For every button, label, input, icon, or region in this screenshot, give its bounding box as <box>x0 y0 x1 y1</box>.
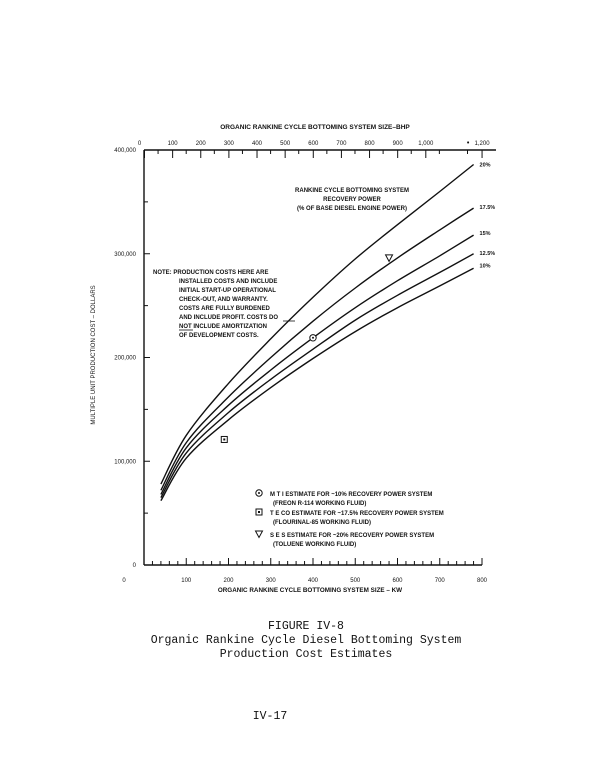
x-tick-label: 100 <box>181 578 192 584</box>
top-axis-title: ORGANIC RANKINE CYCLE BOTTOMING SYSTEM SIZE–BHP <box>220 124 410 131</box>
note-line-4: CHECK-OUT, AND WARRANTY. <box>179 297 268 303</box>
top-tick-label: 100 <box>167 141 178 147</box>
legend-entry-mti <box>256 490 433 507</box>
x-tick-label: 800 <box>476 578 488 584</box>
ses-estimate-point <box>386 255 393 262</box>
x-tick-label: 200 <box>223 578 234 584</box>
top-axis-marker: • <box>466 140 470 147</box>
series-title-line-3: (% OF BASE DIESEL ENGINE POWER) <box>297 206 407 212</box>
page-number: IV-17 <box>252 710 288 723</box>
series-label: 20% <box>479 162 491 169</box>
figure-caption-line-1: Organic Rankine Cycle Diesel Bottoming System <box>150 634 462 647</box>
note-line-3: INITIAL START-UP OPERATIONAL <box>179 288 276 294</box>
triangle-symbol-icon <box>256 531 263 538</box>
series-curves <box>161 163 495 501</box>
top-tick-label: 0 <box>137 141 142 147</box>
x-tick-label: 600 <box>392 578 403 584</box>
top-tick-label: 500 <box>280 141 291 147</box>
note-line-6: AND INCLUDE PROFIT. COSTS DO <box>179 315 279 321</box>
legend-entry-teco <box>256 509 444 526</box>
legend-mti-line-2: (FREON R-114 WORKING FLUID) <box>273 501 367 507</box>
top-tick-label: 600 <box>308 141 319 147</box>
y-axis-label: MULTIPLE UNIT PRODUCTION COST – DOLLARS <box>91 285 97 425</box>
estimate-legend <box>256 490 444 548</box>
note-line-7: NOT INCLUDE AMORTIZATION <box>179 324 267 330</box>
x-tick-label: 0 <box>122 578 126 584</box>
legend-ses-line-2: (TOLUENE WORKING FLUID) <box>273 542 357 548</box>
series-title <box>295 188 409 212</box>
square-symbol-inner-icon <box>258 511 260 513</box>
series-label: 12.5% <box>479 250 496 257</box>
note-line-1: NOTE: PRODUCTION COSTS HERE ARE <box>153 270 269 276</box>
top-axis <box>138 140 490 158</box>
note-line-5: COSTS ARE FULLY BURDENED <box>179 306 270 312</box>
y-tick-label: 100,000 <box>114 459 136 466</box>
x-axis-label: ORGANIC RANKINE CYCLE BOTTOMING SYSTEM SIZE – KW <box>217 587 403 594</box>
x-tick-label: 700 <box>434 578 445 584</box>
top-tick-label: 900 <box>392 141 403 147</box>
chart-note <box>153 270 295 339</box>
series-label: 10% <box>479 263 491 270</box>
y-tick-label: 0 <box>132 563 136 569</box>
mti-estimate-point-center <box>312 337 314 339</box>
y-tick-label: 400,000 <box>114 148 136 154</box>
legend-ses-line-1: S E S ESTIMATE FOR ~20% RECOVERY POWER SYSTEM <box>270 533 435 539</box>
x-axis <box>122 558 487 584</box>
top-tick-label: 1,000 <box>418 141 434 147</box>
series-title-line-1: RANKINE CYCLE BOTTOMING SYSTEM <box>295 188 409 194</box>
circle-symbol-inner-icon <box>258 492 260 494</box>
note-line-2: INSTALLED COSTS AND INCLUDE <box>179 279 278 285</box>
y-tick-label: 300,000 <box>114 251 136 258</box>
note-line-8: OF DEVELOPMENT COSTS. <box>179 333 259 339</box>
top-tick-label: 200 <box>195 141 206 147</box>
series-label: 17.5% <box>479 205 496 212</box>
legend-teco-line-1: T E CO ESTIMATE FOR ~17.5% RECOVERY POWER SYSTEM <box>270 511 444 517</box>
series-line-10 <box>161 268 474 500</box>
y-tick-label: 200,000 <box>114 355 136 362</box>
series-label: 15% <box>479 231 491 238</box>
x-tick-label: 300 <box>265 578 276 584</box>
x-tick-label: 400 <box>307 578 319 584</box>
series-title-line-2: RECOVERY POWER <box>323 197 381 203</box>
legend-teco-line-2: (FLOURINAL-85 WORKING FLUID) <box>273 520 371 526</box>
top-tick-label: 800 <box>364 141 375 147</box>
teco-estimate-point-center <box>223 438 225 440</box>
series-line-175 <box>161 208 474 490</box>
figure-number: FIGURE IV-8 <box>268 620 344 633</box>
figure-caption-line-2: Production Cost Estimates <box>219 648 393 661</box>
legend-entry-ses <box>256 531 435 548</box>
top-tick-label: 700 <box>336 141 347 147</box>
top-tick-label: 300 <box>223 141 234 147</box>
top-tick-label: 400 <box>252 141 263 147</box>
legend-mti-line-1: M T I ESTIMATE FOR ~10% RECOVERY POWER SYSTEM <box>270 492 433 498</box>
top-tick-label: 1,200 <box>474 141 490 147</box>
x-tick-label: 500 <box>350 578 361 584</box>
